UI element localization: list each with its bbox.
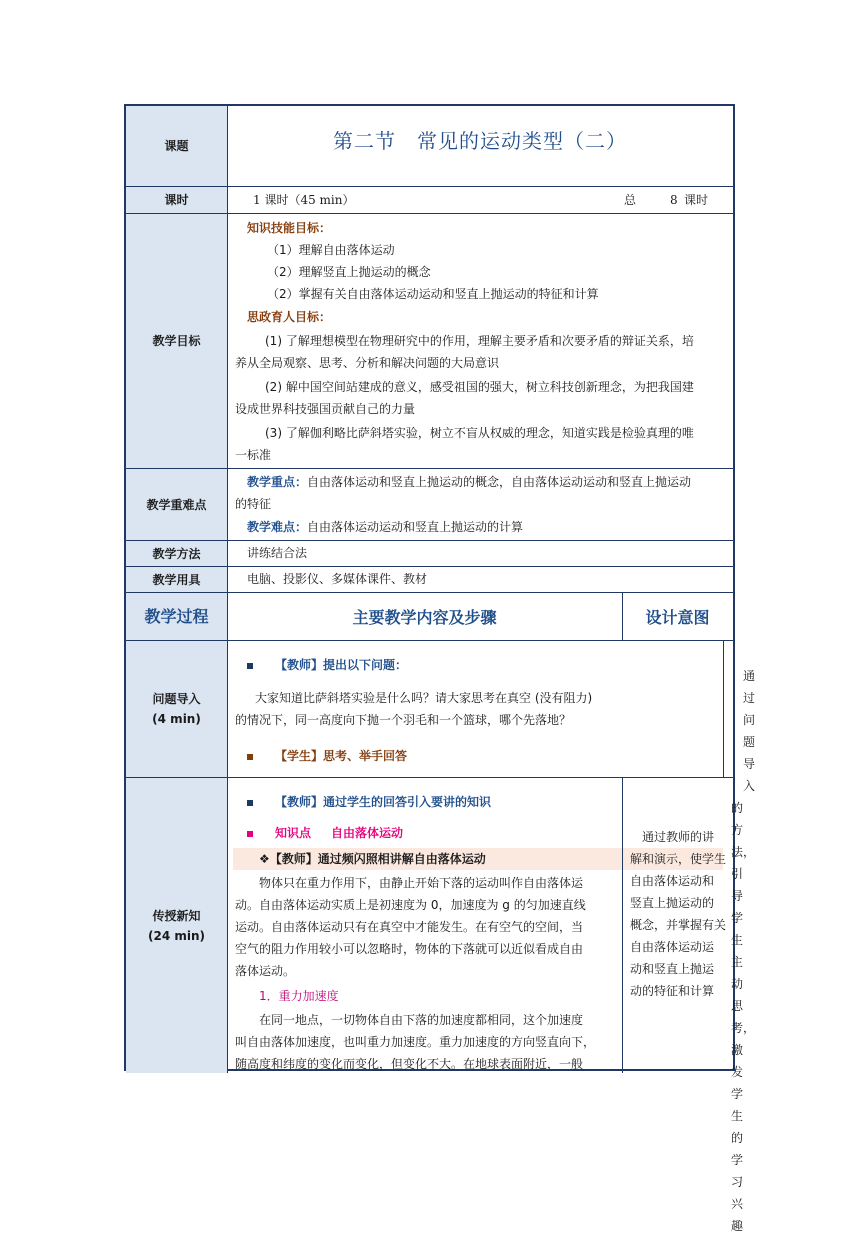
lesson-title: 第二节 常见的运动类型（二） (333, 129, 627, 153)
intro-question-1: 大家知道比萨斜塔实验是什么吗？请大家思考在真空 (没有阻力) (255, 691, 593, 705)
difficulty-text: 自由落体运动运动和竖直上抛运动的计算 (307, 520, 524, 534)
teach-intent-line: 动和竖直上抛运 (630, 962, 715, 976)
teach-teacher-text: 【教师】通过学生的回答引入要讲的知识 (275, 795, 492, 809)
method-value: 讲练结合法 (247, 546, 308, 560)
skill-goals-heading: 知识技能目标： (247, 221, 332, 235)
teach-intent-line: 自由落体运动和 (630, 874, 715, 888)
hours-value: 1 课时（45 min） (253, 193, 355, 207)
tools-value: 电脑、投影仪、多媒体课件、教材 (247, 572, 428, 586)
ideology-goals-heading: 思政育人目标： (247, 310, 332, 324)
square-bullet-icon (247, 754, 253, 760)
intro-student-text: 【学生】思考、举手回答 (275, 749, 408, 763)
focus-line (247, 471, 725, 493)
focus-text: 自由落体运动和竖直上抛运动的概念，自由落体运动运动和竖直上抛运动 (307, 475, 692, 489)
teach-intent-line: 自由落体运动运 (630, 940, 715, 954)
intro-teacher-line (247, 654, 725, 676)
total-label: 总 (624, 193, 637, 207)
teach-p2-line: 在同一地点，一切物体自由下落的加速度都相同，这个加速度 (259, 1013, 584, 1027)
knowledge-point-name: 自由落体运动 (331, 826, 404, 840)
teach-intent-line: 竖直上抛运动的 (630, 896, 715, 910)
teach-p1-line: 运动。自由落体运动只有在真空中才能发生。在有空气的空间，当 (235, 920, 584, 934)
intro-label-text: 问题导入 (152, 692, 201, 706)
teach-p1-line: 物体只在重力作用下，由静止开始下落的运动叫作自由落体运 (259, 876, 584, 890)
intro-intent: 通过问题导入 的方法，引导学生 主动思考，激发学 生的学习兴趣 (723, 665, 737, 1237)
intro-label (126, 641, 228, 777)
tools-row (126, 567, 733, 593)
ideology-goal-3a: (3) 了解伽利略比萨斜塔实验，树立不盲从权威的理念，知道实践是检验真理的唯 (265, 426, 694, 440)
hours-label: 课时 (126, 187, 228, 213)
content-col-header: 主要教学内容及步骤 (352, 608, 497, 627)
hours-row (126, 187, 733, 214)
method-label: 教学方法 (126, 541, 228, 566)
method-row (126, 541, 733, 567)
difficulty-line (247, 516, 725, 538)
intent-col-header: 设计意图 (645, 608, 710, 627)
difficulty-heading: 教学难点： (247, 520, 308, 534)
total-unit: 课时 (684, 193, 709, 207)
teach-teacher-line (247, 791, 725, 813)
teach-intent (622, 826, 733, 1002)
focus-heading: 教学重点： (247, 475, 308, 489)
skill-goal-2: （2）理解竖直上抛运动的概念 (267, 265, 431, 279)
intro-time: (4 min) (152, 712, 201, 726)
topic-label: 课题 (126, 106, 228, 186)
process-col-header: 教学过程 (126, 593, 228, 640)
ideology-goal-2a: (2) 解中国空间站建成的意义，感受祖国的强大，树立科技创新理念，为把我国建 (265, 380, 694, 394)
goals-label: 教学目标 (126, 214, 228, 468)
teach-label-text: 传授新知 (152, 908, 201, 923)
teach-intent-line: 动的特征和计算 (630, 984, 715, 998)
teach-time: (24 min) (147, 928, 205, 943)
teach-p2-line: 随高度和纬度的变化而变化，但变化不大。在地球表面附近，一般 (235, 1057, 584, 1071)
teach-label (126, 778, 228, 1073)
goals-row (126, 214, 733, 469)
focus-text-cont: 的特征 (235, 497, 272, 511)
skill-goal-3: （2）掌握有关自由落体运动运动和竖直上抛运动的特征和计算 (267, 287, 599, 301)
knowledge-point-label: 知识点 (275, 826, 312, 840)
square-bullet-icon (247, 663, 253, 669)
teach-intent-line: 概念，并掌握有关 (630, 918, 727, 932)
gravity-section-heading: 1．重力加速度 (259, 989, 339, 1003)
teach-p1-line: 落体运动。 (235, 964, 296, 978)
keypoints-label: 教学重难点 (126, 469, 228, 540)
keypoints-row (126, 469, 733, 541)
teach-p1-line: 动。自由落体运动实质上是初速度为 0，加速度为 g 的匀加速直线 (235, 898, 586, 912)
ideology-goal-1b: 养从全局观察、思考、分析和解决问题的大局意识 (235, 356, 500, 370)
teach-p2-line: 叫自由落体加速度，也叫重力加速度。重力加速度的方向竖直向下， (235, 1035, 596, 1049)
square-bullet-icon (247, 800, 253, 806)
ideology-goal-2b: 设成世界科技强国贡献自己的力量 (235, 402, 416, 416)
intro-student-line (247, 745, 725, 767)
topic-row (126, 106, 733, 187)
teach-intent-line: 解和演示，使学生 (630, 852, 727, 866)
lesson-plan-table (124, 104, 756, 1233)
ideology-goal-3b: 一标准 (235, 448, 272, 462)
total-value: 8 (670, 193, 678, 207)
ideology-goal-1a: (1) 了解理想模型在物理研究中的作用，理解主要矛盾和次要矛盾的辩证关系，培 (265, 334, 694, 348)
teach-sub-heading: ❖【教师】通过频闪照相讲解自由落体运动 (233, 848, 723, 870)
intro-question-2: 的情况下，同一高度向下抛一个羽毛和一个篮球，哪个先落地？ (235, 713, 572, 727)
skill-goal-1: （1）理解自由落体运动 (267, 243, 395, 257)
teach-row (126, 778, 733, 1073)
process-header-row (126, 593, 733, 641)
tools-label: 教学用具 (126, 567, 228, 592)
teach-p1-line: 空气的阻力作用较小可以忽略时，物体的下落就可以近似看成自由 (235, 942, 584, 956)
square-bullet-icon (247, 831, 253, 837)
teach-intent-line: 通过教师的讲 (642, 830, 715, 844)
intro-teacher-text: 【教师】提出以下问题： (275, 658, 408, 672)
intro-intent-line: 通过问题导入 (743, 669, 756, 793)
